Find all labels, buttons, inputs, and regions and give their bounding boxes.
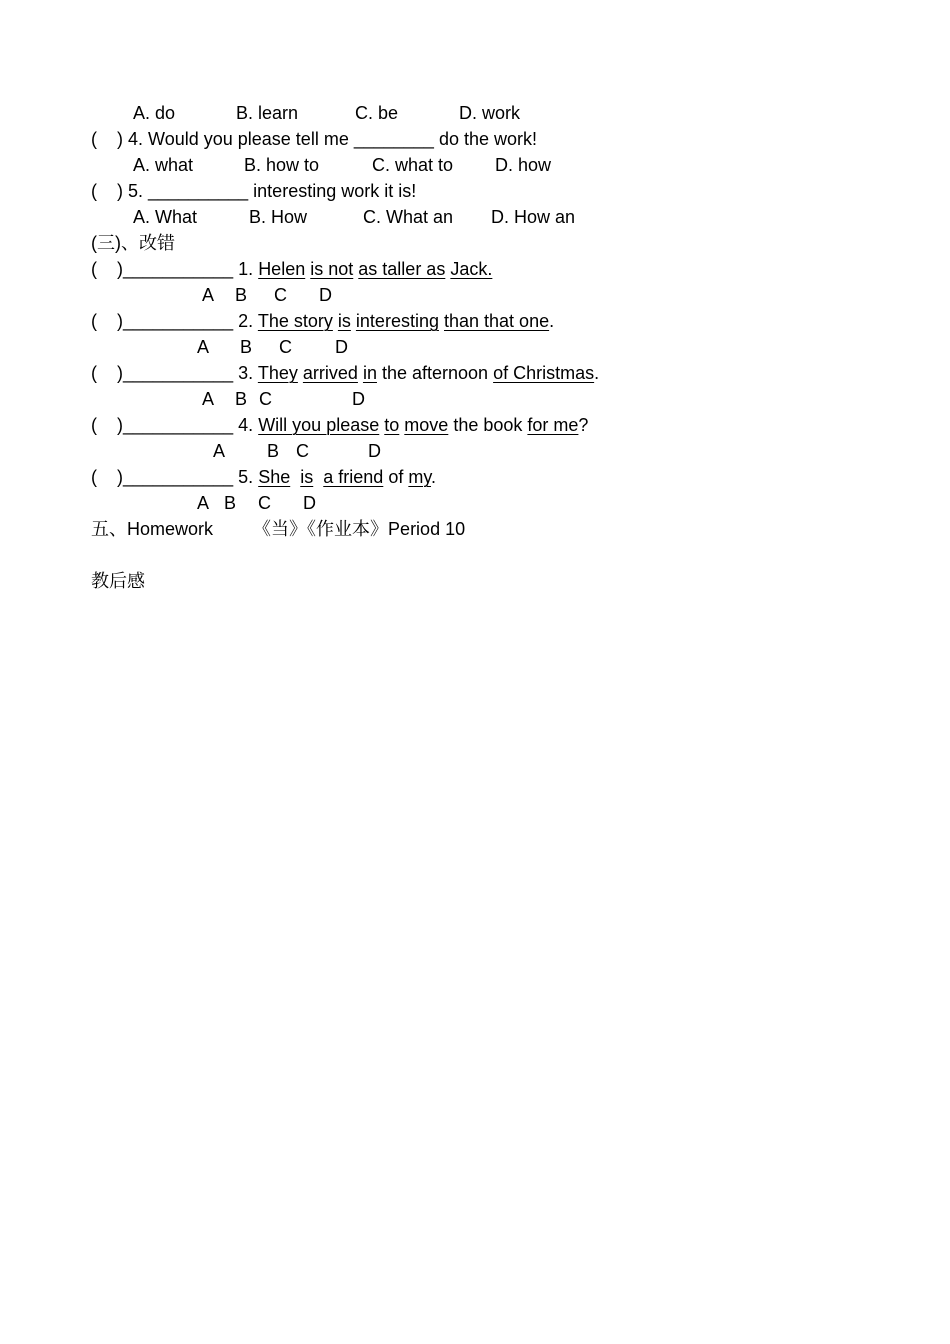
- option-c: C. be: [355, 103, 399, 123]
- paren-close: ): [117, 415, 124, 435]
- sentence-end: .: [431, 467, 437, 487]
- answer-blank[interactable]: ___________: [123, 467, 234, 487]
- plain-text: the book: [453, 415, 523, 435]
- paren-close: ): [117, 363, 124, 383]
- option-a: A. what: [133, 155, 194, 175]
- item-number: 3.: [238, 363, 254, 383]
- label-a: A: [213, 441, 226, 461]
- section-title: (三)、改错: [91, 233, 175, 253]
- answer-blank[interactable]: ___________: [123, 311, 234, 331]
- option-d: D. how: [495, 155, 552, 175]
- option-b: B. How: [249, 207, 308, 227]
- paren-close: ): [117, 259, 124, 279]
- sentence-end: .: [549, 311, 555, 331]
- sentence-end: ?: [578, 415, 589, 435]
- underlined-part-b: to: [384, 415, 400, 435]
- label-b: B: [235, 285, 248, 305]
- option-a: A. What: [133, 207, 198, 227]
- answer-blank[interactable]: ___________: [123, 259, 234, 279]
- label-b: B: [267, 441, 280, 461]
- question-5: [91, 180, 416, 202]
- paren-open: (: [91, 467, 97, 487]
- option-b: B. how to: [244, 155, 320, 175]
- label-a: A: [197, 493, 210, 513]
- option-d: D. work: [459, 103, 521, 123]
- question-4: [91, 128, 537, 150]
- label-a: A: [202, 285, 215, 305]
- option-c: C. what to: [372, 155, 454, 175]
- plain-text: of: [388, 467, 404, 487]
- homework-line: [91, 518, 465, 540]
- plain-text: the afternoon: [381, 363, 489, 383]
- question-text-end: do the work!: [438, 129, 538, 149]
- label-b: B: [240, 337, 253, 357]
- correction-item-3: [91, 362, 599, 384]
- label-d: D: [368, 441, 381, 461]
- option-b: B. learn: [236, 103, 299, 123]
- paren-open: (: [91, 181, 97, 201]
- answer-blank[interactable]: ___________: [123, 415, 234, 435]
- label-c: C: [296, 441, 309, 461]
- paren-close-number: ) 5.: [117, 181, 144, 201]
- label-d: D: [335, 337, 348, 357]
- question-text: Would you please tell me: [148, 129, 349, 149]
- paren-close: ): [117, 467, 124, 487]
- item-number: 5.: [238, 467, 254, 487]
- underlined-part-b: arrived: [302, 363, 358, 383]
- underlined-part-c: move: [404, 415, 449, 435]
- item-number: 2.: [238, 311, 254, 331]
- label-c: C: [274, 285, 287, 305]
- underlined-part-b: is: [300, 467, 314, 487]
- underlined-part-d: my: [408, 467, 432, 487]
- underlined-part-d: Jack.: [450, 259, 493, 279]
- underlined-part-c: as taller as: [358, 259, 446, 279]
- paren-open: (: [91, 415, 97, 435]
- label-b: B: [235, 389, 248, 409]
- paren-open: (: [91, 259, 97, 279]
- underlined-part-b: is: [337, 311, 351, 331]
- option-d: D. How an: [491, 207, 576, 227]
- label-c: C: [279, 337, 292, 357]
- item-number: 4.: [238, 415, 254, 435]
- label-a: A: [202, 389, 215, 409]
- label-a: A: [197, 337, 210, 357]
- answer-blank[interactable]: ________: [353, 129, 434, 149]
- correction-item-5: [91, 466, 436, 488]
- underlined-part-d: than that one: [444, 311, 550, 331]
- correction-item-1: [91, 258, 492, 280]
- paren-close: ): [117, 311, 124, 331]
- correction-item-4: [91, 414, 588, 436]
- underlined-part-d: of Christmas: [493, 363, 595, 383]
- paren-close-number: ) 4.: [117, 129, 144, 149]
- sentence-end: .: [594, 363, 600, 383]
- underlined-part-a: Helen: [258, 259, 306, 279]
- option-c: C. What an: [363, 207, 454, 227]
- underlined-part-c: in: [362, 363, 377, 383]
- option-a: A. do: [133, 103, 176, 123]
- paren-open: (: [91, 311, 97, 331]
- label-d: D: [303, 493, 316, 513]
- underlined-part-b: is not: [310, 259, 354, 279]
- underlined-part-c: a friend: [323, 467, 384, 487]
- homework-text: 《当》《作业本》Period 10: [253, 519, 466, 539]
- correction-item-2: [91, 310, 554, 332]
- homework-label: 五、Homework: [91, 519, 214, 539]
- underlined-part-d: for me: [527, 415, 579, 435]
- underlined-part-a: She: [258, 467, 291, 487]
- label-b: B: [224, 493, 237, 513]
- label-c: C: [258, 493, 271, 513]
- question-text: interesting work it is!: [253, 181, 417, 201]
- underlined-part-c: interesting: [355, 311, 439, 331]
- reflection-label: 教后感: [91, 571, 145, 591]
- paren-open: (: [91, 363, 97, 383]
- label-c: C: [259, 389, 272, 409]
- paren-open: (: [91, 129, 97, 149]
- label-d: D: [319, 285, 332, 305]
- underlined-part-a: The story: [257, 311, 333, 331]
- underlined-part-a: They: [257, 363, 298, 383]
- item-number: 1.: [238, 259, 254, 279]
- answer-blank[interactable]: __________: [148, 181, 249, 201]
- underlined-part-a: Will you please: [258, 415, 380, 435]
- label-d: D: [352, 389, 365, 409]
- answer-blank[interactable]: ___________: [123, 363, 234, 383]
